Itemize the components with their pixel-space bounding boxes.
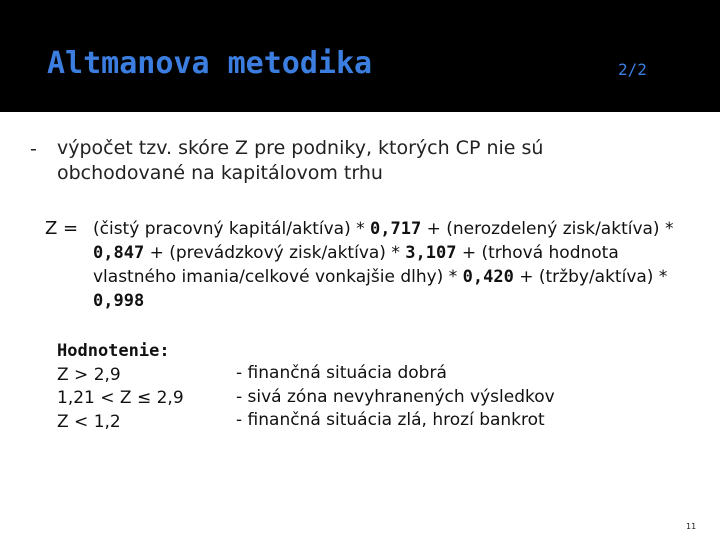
description-good: - finančná situácia dobrá — [236, 363, 447, 383]
z-score-formula — [93, 217, 683, 313]
coefficient-5: 0,998 — [93, 291, 145, 311]
description-grey-zone: - sivá zóna nevyhranených výsledkov — [236, 386, 555, 407]
formula-term-2: + (nerozdelený zisk/aktíva) * — [421, 219, 674, 239]
coefficient-1: 0,717 — [370, 219, 422, 239]
evaluation-ranges — [57, 340, 184, 434]
range-good: Z > 2,9 — [57, 364, 121, 385]
coefficient-3: 3,107 — [405, 243, 457, 263]
slide-title: Altmanova metodika — [47, 46, 373, 81]
coefficient-4: 0,420 — [462, 267, 514, 287]
bullet-z-letter: Z — [235, 137, 249, 159]
formula-term-5: + (tržby/aktíva) * — [513, 267, 668, 287]
bullet-text — [57, 136, 657, 186]
formula-term-3: + (prevádzkový zisk/aktíva) * — [144, 243, 406, 263]
slide-number: 11 — [686, 522, 697, 531]
bullet-text-start: výpočet tzv. skóre — [57, 137, 236, 159]
coefficient-2: 0,847 — [93, 243, 145, 263]
description-bad: - finančná situácia zlá, hrozí bankrot — [236, 410, 545, 430]
formula-term-1: (čistý pracovný kapitál/aktíva) * — [93, 219, 371, 239]
range-bad: Z < 1,2 — [57, 411, 121, 432]
title-bar — [0, 0, 720, 112]
evaluation-heading: Hodnotenie: — [57, 341, 170, 361]
evaluation-descriptions — [236, 362, 555, 433]
formula-term-4: + (trhová hodnota vlastného imania/celkové vonkajšie dlhy) * — [93, 243, 619, 287]
range-grey-zone: 1,21 < Z ≤ 2,9 — [57, 388, 184, 408]
formula-label: Z = — [45, 218, 79, 239]
bullet-text-end: pre podniky, ktorých CP nie sú obchodované na kapitálovom trhu — [57, 137, 544, 184]
page-indicator: 2/2 — [618, 60, 647, 79]
bullet-dash: - — [30, 138, 37, 160]
